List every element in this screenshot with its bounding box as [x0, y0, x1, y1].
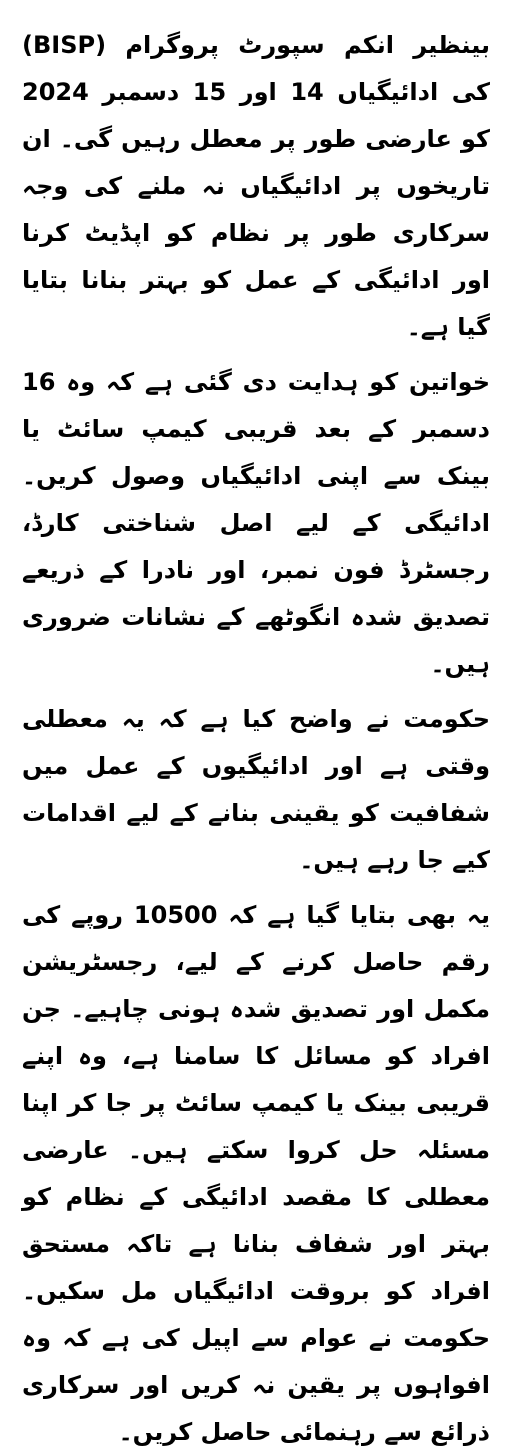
- paragraph-government-clarification: حکومت نے واضح کیا ہے کہ یہ معطلی وقتی ہے اور ادائیگیوں کے عمل میں شفافیت کو یقینی بنانے کے لیے اقدامات کیے جا رہے ہیں۔: [22, 705, 490, 874]
- paragraph-payment-suspension: بینظیر انکم سپورٹ پروگرام (BISP) کی ادائیگیاں 14 اور 15 دسمبر 2024 کو عارضی طور پر معطل رہیں گی۔ ان تاریخوں پر ادائیگیاں نہ ملنے کی وجہ سرکاری طور پر نظام کو اپڈیٹ کرنا اور ادائیگی کے عمل کو بہتر بنانا بتایا گیا ہے۔: [22, 31, 491, 341]
- paragraph-registration-requirements: یہ بھی بتایا گیا ہے کہ 10500 روپے کی رقم حاصل کرنے کے لیے، رجسٹریشن مکمل اور تصدیق شدہ ہونی چاہیے۔ جن افراد کو مسائل کا سامنا ہے، وہ اپنے قریبی بینک یا کیمپ سائٹ پر جا کر اپنا مسئلہ حل کروا سکتے ہیں۔ عارضی معطلی کا مقصد ادائیگی کے نظام کو بہتر اور شفاف بنانا ہے تاکہ مستحق افراد کو بروقت ادائیگیاں مل سکیں۔ حکومت نے عوام سے اپیل کی ہے کہ وہ افواہوں پر یقین نہ کریں اور سرکاری ذرائع سے رہنمائی حاصل کریں۔: [22, 901, 490, 1446]
- paragraph-collection-instructions: خواتین کو ہدایت دی گئی ہے کہ وہ 16 دسمبر کے بعد قریبی کیمپ سائٹ یا بینک سے اپنی ادائیگیاں وصول کریں۔ ادائیگی کے لیے اصل شناختی کارڈ، رجسٹرڈ فون نمبر، اور نادرا کے ذریعے تصدیق شدہ انگوٹھے کے نشانات ضروری ہیں۔: [22, 368, 490, 678]
